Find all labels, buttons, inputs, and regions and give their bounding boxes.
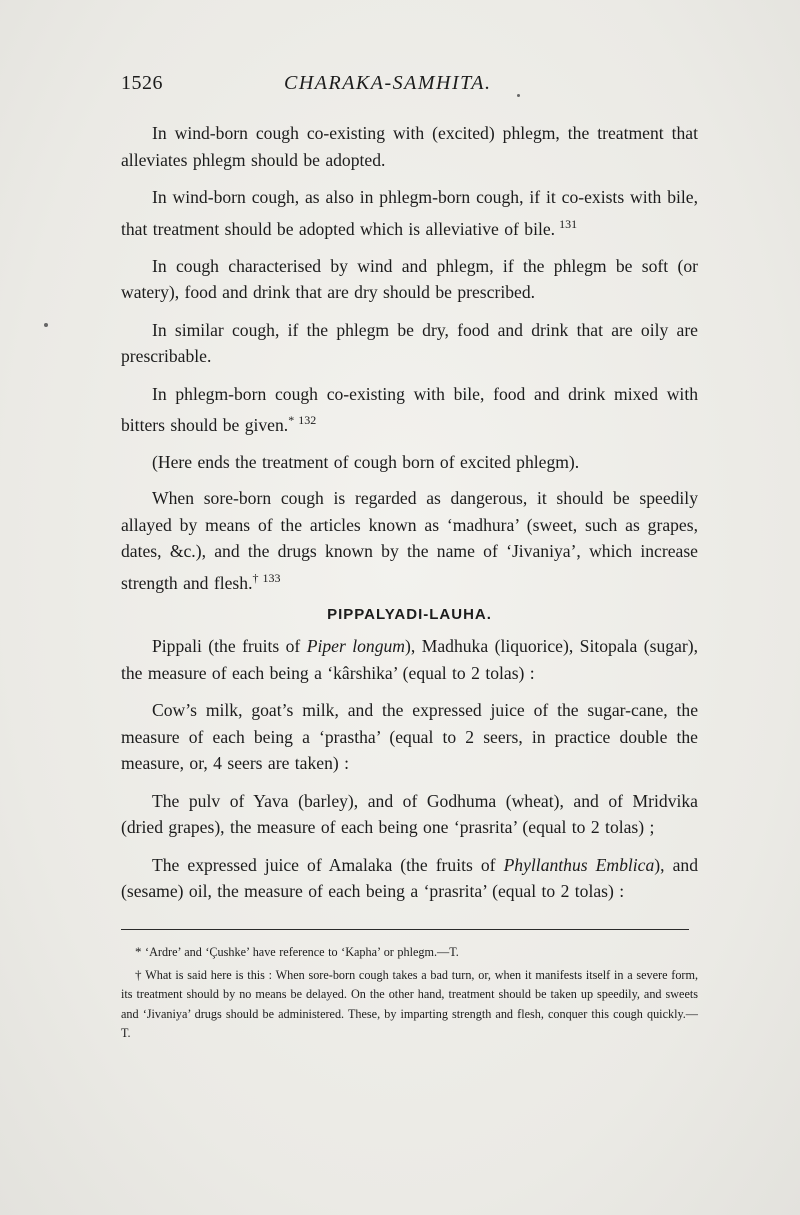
section-heading: PIPPALYADI-LAUHA. <box>327 606 492 624</box>
recipe-paragraph <box>121 633 698 686</box>
paragraph <box>121 253 698 306</box>
recipe-text: ), Madhuka (liquorice), Sitopala (sugar), the measure of each being a ‘kârshika’ (equal to 2 tolas) : <box>121 636 698 683</box>
recipe-text: Cow’s milk, goat’s milk, and the expressed juice of the sugar-cane, the measure of each being a ‘prastha’ (equal to 2 seers, in practice double the measure, or, 4 seers are taken) : <box>121 700 698 774</box>
paragraph-text: In wind-born cough, as also in phlegm-born cough, if it co-exists with bile, that treatment should be adopted which is alleviative of bile. <box>121 187 698 239</box>
recipe-text: The pulv of Yava (barley), and of Godhuma (wheat), and of Mridvika (dried grapes), the measure of each being one ‘prasrita’ (equal to 2 tolas) ; <box>121 790 698 838</box>
paragraph-text: (Here ends the treatment of cough born of excited phlegm). <box>152 451 580 472</box>
footnote <box>121 965 698 1044</box>
paragraph <box>121 184 698 242</box>
footnotes <box>121 942 698 1046</box>
verse-number: 131 <box>559 216 578 231</box>
paragraph-text: In cough characterised by wind and phlegm, if the phlegm be soft (or watery), food and drink that are dry should be prescribed. <box>121 255 698 303</box>
paragraph-text: In phlegm-born cough co-existing with bile, food and drink mixed with bitters should be given. <box>121 383 698 436</box>
footnote-divider <box>121 929 689 930</box>
footnote-text: ‘Ardre’ and ‘Çushke’ have reference to ‘Kapha’ or phlegm.—T. <box>145 945 459 959</box>
recipe-paragraph <box>121 788 698 841</box>
paragraph <box>121 485 698 596</box>
ink-speck <box>44 323 48 327</box>
footnote-symbol: * <box>135 944 142 959</box>
paragraph-text: In wind-born cough co-existing with (excited) phlegm, the treatment that alleviates phlegm should be adopted. <box>121 123 698 170</box>
verse-number: 132 <box>298 413 317 428</box>
botanical-name: Phyllanthus Emblica <box>503 854 655 875</box>
page-header <box>121 70 691 100</box>
paragraph-text: When sore-born cough is regarded as dangerous, it should be speedily allayed by means of the articles known as ‘madhura’ (sweet, such as grapes, dates, &c.), and the drugs known by the name of ‘Jivaniya’, which increase strength and flesh. <box>121 488 698 593</box>
page-number: 1526 <box>121 72 163 94</box>
verse-number: 133 <box>262 570 281 585</box>
botanical-name: Piper longum <box>306 636 406 657</box>
paragraph-text: In similar cough, if the phlegm be dry, food and drink that are oily are prescribable. <box>121 319 698 367</box>
running-title: CHARAKA-SAMHITA. <box>284 72 492 94</box>
recipe-text: The expressed juice of Amalaka (the fruits of <box>152 854 504 875</box>
paragraph <box>121 381 698 439</box>
main-text <box>121 120 698 916</box>
footnote <box>121 942 698 963</box>
recipe-paragraph <box>121 852 698 905</box>
footnote-symbol: † <box>135 966 142 982</box>
paragraph <box>121 449 698 476</box>
recipe-paragraph <box>121 697 698 777</box>
recipe-text: ), and (sesame) oil, the measure of each being a ‘prasrita’ (equal to 2 tolas) : <box>121 854 698 902</box>
footnote-text: What is said here is this : When sore-born cough takes a bad turn, or, when it manifests itself in a severe form, its treatment should by no means be delayed. On the other hand, treatment should be taken up speedily, and sweets and ‘Jivaniya’ drugs should be administered. These, by imparting strength and flesh, conquer this cough quickly.—T. <box>121 967 699 1040</box>
footnote-marker: † <box>252 570 259 585</box>
paragraph <box>121 120 698 173</box>
paragraph <box>121 317 698 370</box>
recipe-text: Pippali (the fruits of <box>152 636 307 657</box>
footnote-marker: * <box>288 413 295 428</box>
